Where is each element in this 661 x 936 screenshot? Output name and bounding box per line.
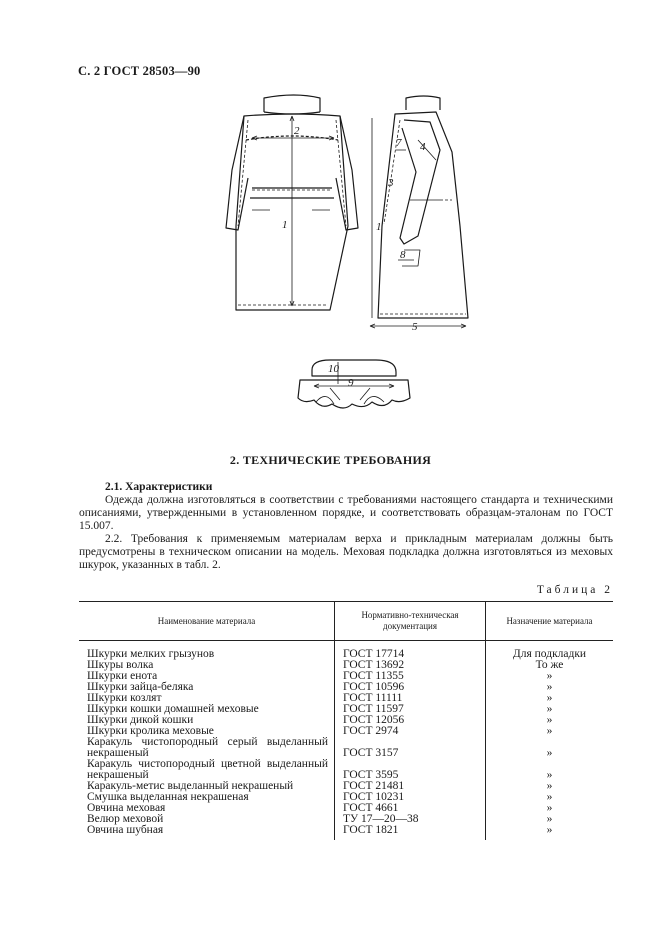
- cell-name: Шкурки дикой кошки: [87, 714, 194, 726]
- cell-purpose: »: [486, 825, 614, 840]
- label-cuff: 8: [400, 249, 406, 261]
- cell-doc: ГОСТ 1821: [335, 825, 486, 840]
- label-sleeve: 3: [388, 177, 394, 189]
- cell-doc: ГОСТ 3595: [335, 759, 486, 781]
- cell-doc: ТУ 17—20—38: [335, 814, 486, 825]
- cell-name: Овчина меховая: [87, 802, 166, 814]
- label-collar-height: 10: [328, 363, 339, 375]
- cell-purpose: »: [486, 759, 614, 781]
- label-collar-width: 9: [348, 377, 354, 389]
- cell-purpose: »: [486, 671, 614, 682]
- page-header: С. 2 ГОСТ 28503—90: [78, 64, 201, 78]
- coat-side-drawing: [370, 96, 468, 328]
- label-length: 1: [282, 219, 288, 231]
- subsection-title: 2.1. Характеристики: [105, 481, 213, 493]
- cell-name: Каракуль чистопородный цветной выделанный некрашеный: [87, 758, 328, 781]
- cell-name: Велюр меховой: [87, 813, 164, 825]
- cell-doc: ГОСТ 13692: [335, 660, 486, 671]
- cell-doc: ГОСТ 10596: [335, 682, 486, 693]
- header-material-name: Наименование материала: [157, 615, 256, 626]
- cell-purpose: »: [486, 726, 614, 737]
- header-documentation: Нормативно-техническая документация: [335, 602, 486, 641]
- cell-name: Шкурки кролика меховые: [87, 725, 214, 737]
- cell-name: Каракуль чистопородный серый выделанный некрашеный: [87, 736, 328, 759]
- table-row: [79, 759, 613, 781]
- cell-doc: ГОСТ 11355: [335, 671, 486, 682]
- cell-purpose: »: [486, 737, 614, 759]
- cell-purpose: »: [486, 704, 614, 715]
- materials-table: [79, 601, 613, 840]
- cell-doc: ГОСТ 12056: [335, 715, 486, 726]
- cell-doc: ГОСТ 17714: [335, 641, 486, 661]
- label-front-sleeve: 7: [396, 137, 402, 149]
- label-front-len: 1: [376, 221, 382, 233]
- cell-name: Шкурки мелких грызунов: [87, 648, 215, 660]
- section-title: 2. ТЕХНИЧЕСКИЕ ТРЕБОВАНИЯ: [229, 453, 432, 467]
- cell-name: Овчина шубная: [87, 824, 164, 836]
- table-row: [79, 641, 613, 661]
- coat-front-drawing: [226, 95, 358, 310]
- collar-detail-drawing: [298, 360, 410, 408]
- cell-name: Смушка выделанная некрашеная: [87, 791, 249, 803]
- cell-purpose: То же: [486, 660, 614, 671]
- cell-purpose: »: [486, 682, 614, 693]
- table-header-row: [79, 602, 613, 641]
- cell-name: Шкурки кошки домашней меховые: [87, 703, 259, 715]
- garment-figure: [0, 0, 661, 440]
- paragraph-2-2: 2.2. Требования к применяемым материалам верха и прикладным материалам должны быть предусмотрены в техническом описании на модель. Меховая подкладка должна изготовляться из меховых шкурок, указанных в табл. 2.: [79, 533, 613, 571]
- cell-doc: ГОСТ 11597: [335, 704, 486, 715]
- label-shoulder: 4: [420, 141, 426, 153]
- cell-purpose: »: [486, 803, 614, 814]
- cell-purpose: »: [486, 781, 614, 792]
- paragraph-2-1: Одежда должна изготовляться в соответствии с требованиями настоящего стандарта и техническими описаниями, утвержденными в установленном порядке, и соответствовать образцам-эталонам по ГОСТ 15.007.: [79, 494, 613, 532]
- table-row: [79, 825, 613, 840]
- cell-purpose: »: [486, 693, 614, 704]
- cell-purpose: Для подкладки: [486, 641, 614, 661]
- cell-doc: ГОСТ 4661: [335, 803, 486, 814]
- header-purpose: Назначение материала: [486, 602, 614, 641]
- cell-purpose: »: [486, 814, 614, 825]
- table-caption: Таблица 2: [536, 584, 613, 596]
- cell-doc: ГОСТ 21481: [335, 781, 486, 792]
- cell-name: Шкурки зайца-беляка: [87, 681, 194, 693]
- table-row: [79, 737, 613, 759]
- cell-doc: ГОСТ 10231: [335, 792, 486, 803]
- cell-name: Каракуль-метис выделанный некрашеный: [87, 780, 294, 792]
- cell-name: Шкурки енота: [87, 670, 158, 682]
- cell-doc: ГОСТ 2974: [335, 726, 486, 737]
- cell-name: Шкуры волка: [87, 659, 154, 671]
- cell-doc: ГОСТ 3157: [335, 737, 486, 759]
- label-hem: 5: [412, 321, 418, 333]
- cell-name: Шкурки козлят: [87, 692, 162, 704]
- cell-purpose: »: [486, 715, 614, 726]
- cell-purpose: »: [486, 792, 614, 803]
- label-chest: 2: [294, 125, 300, 137]
- cell-doc: ГОСТ 11111: [335, 693, 486, 704]
